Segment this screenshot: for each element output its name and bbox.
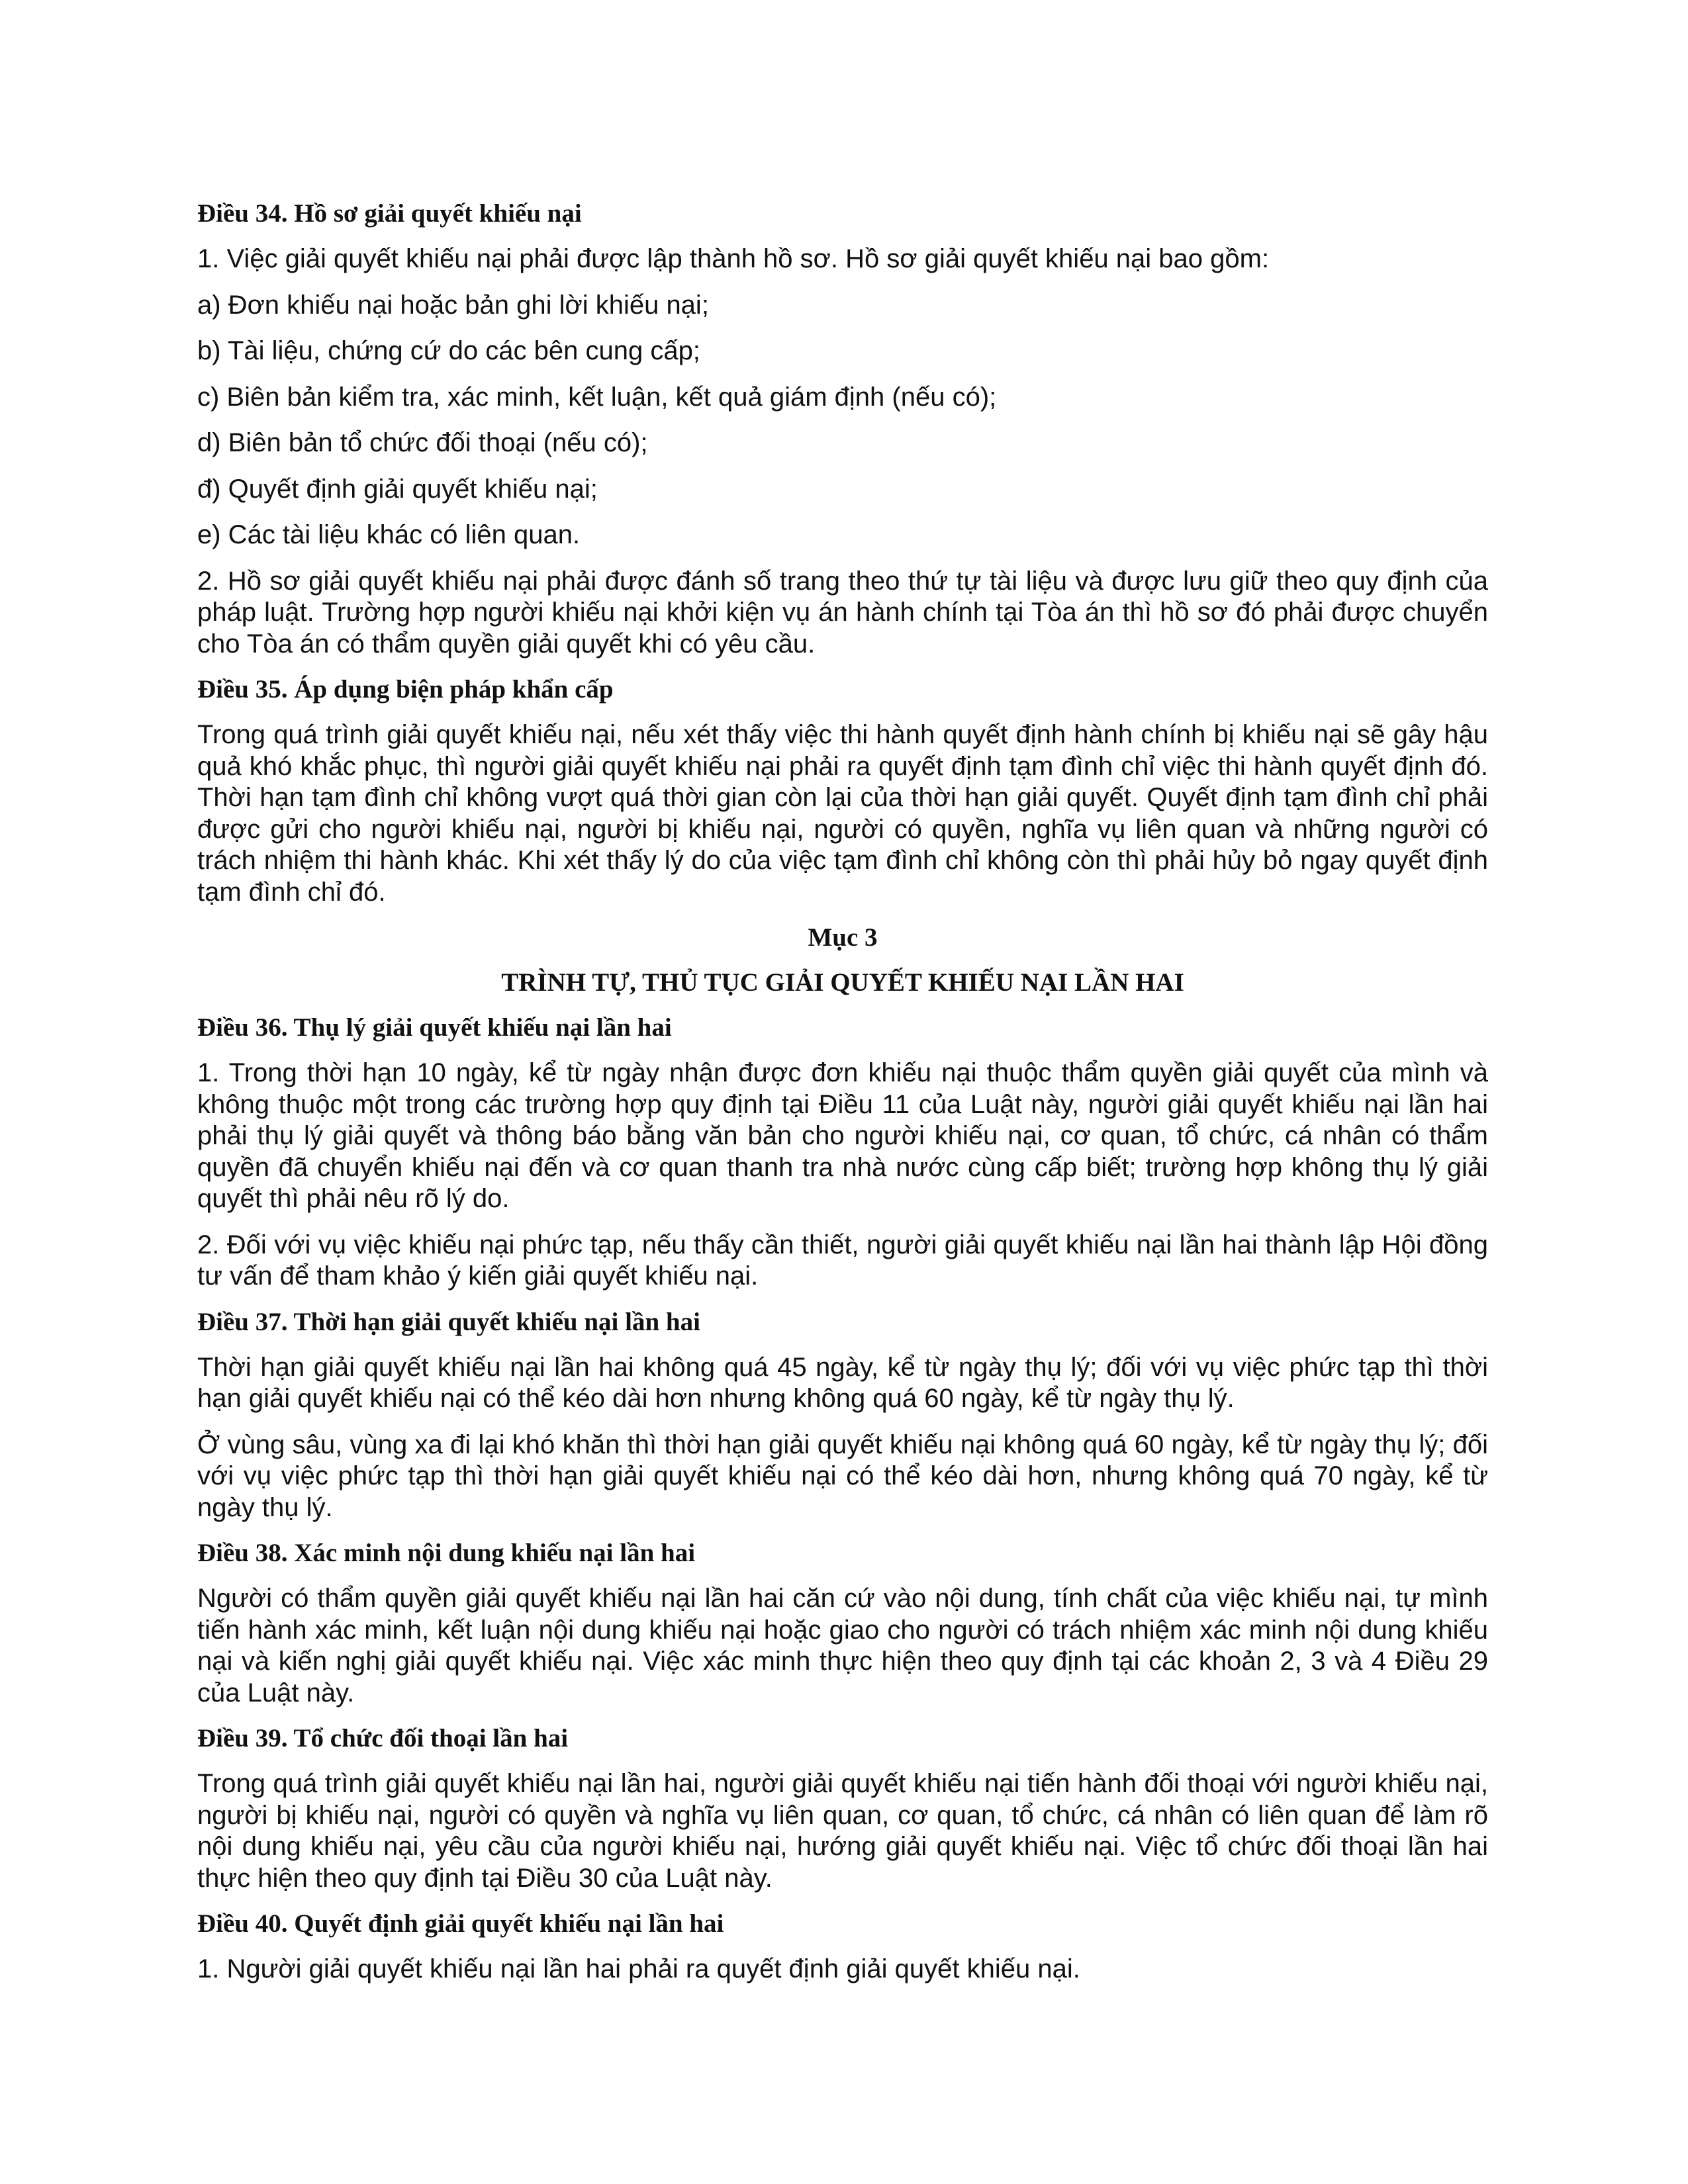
article-34-item-b: b) Tài liệu, chứng cứ do các bên cung cấp; <box>197 336 700 365</box>
article-34-item-e: e) Các tài liệu khác có liên quan. <box>197 520 581 549</box>
article-36-heading: Điều 36. Thụ lý giải quyết khiếu nại lần hai <box>197 1013 672 1042</box>
section-number: Mục 3 <box>808 923 878 952</box>
article-35-body: Trong quá trình giải quyết khiếu nại, nếu xét thấy việc thi hành quyết định hành chính bị khiếu nại sẽ gây hậu quả khó khắc phục, thì người giải quyết khiếu nại phải ra quyết định tạm đình chỉ việc thi hành quyết định đó. Thời hạn tạm đình chỉ không vượt quá thời gian còn lại của thời hạn giải quyết. Quyết định tạm đình chỉ phải được gửi cho người khiếu nại, người bị khiếu nại, người có quyền, nghĩa vụ liên quan và những người có trách nhiệm thi hành khác. Khi xét thấy lý do của việc tạm đình chỉ không còn thì phải hủy bỏ ngay quyết định tạm đình chỉ đó. <box>197 720 1488 907</box>
article-39-body: Trong quá trình giải quyết khiếu nại lần hai, người giải quyết khiếu nại tiến hành đối thoại với người khiếu nại, người bị khiếu nại, người có quyền và nghĩa vụ liên quan, cơ quan, tổ chức, cá nhân có liên quan để làm rõ nội dung khiếu nại, yêu cầu của người khiếu nại, hướng giải quyết khiếu nại. Việc tổ chức đối thoại lần hai thực hiện theo quy định tại Điều 30 của Luật này. <box>197 1769 1488 1893</box>
article-37-paragraph-2: Ở vùng sâu, vùng xa đi lại khó khăn thì thời hạn giải quyết khiếu nại không quá 60 ngày, kể từ ngày thụ lý; đối với vụ việc phức tạp thì thời hạn giải quyết khiếu nại có thể kéo dài hơn, nhưng không quá 70 ngày, kể từ ngày thụ lý. <box>197 1430 1488 1522</box>
article-38-body: Người có thẩm quyền giải quyết khiếu nại lần hai căn cứ vào nội dung, tính chất của việc khiếu nại, tự mình tiến hành xác minh, kết luận nội dung khiếu nại hoặc giao cho người có trách nhiệm xác minh nội dung khiếu nại và kiến nghị giải quyết khiếu nại. Việc xác minh thực hiện theo quy định tại các khoản 2, 3 và 4 Điều 29 của Luật này. <box>197 1584 1488 1707</box>
article-34-item-c: c) Biên bản kiểm tra, xác minh, kết luận, kết quả giám định (nếu có); <box>197 382 997 412</box>
article-37-heading: Điều 37. Thời hạn giải quyết khiếu nại lần hai <box>197 1307 700 1336</box>
article-34-item-dd: đ) Quyết định giải quyết khiếu nại; <box>197 474 598 504</box>
article-37-paragraph-1: Thời hạn giải quyết khiếu nại lần hai không quá 45 ngày, kể từ ngày thụ lý; đối với vụ việc phức tạp thì thời hạn giải quyết khiếu nại có thể kéo dài hơn nhưng không quá 60 ngày, kể từ ngày thụ lý. <box>197 1352 1488 1413</box>
article-34-clause-2: 2. Hồ sơ giải quyết khiếu nại phải được đánh số trang theo thứ tự tài liệu và được lưu giữ theo quy định của pháp luật. Trường hợp người khiếu nại khởi kiện vụ án hành chính tại Tòa án thì hồ sơ đó phải được chuyển cho Tòa án có thẩm quyền giải quyết khi có yêu cầu. <box>197 566 1488 659</box>
article-34-item-d: d) Biên bản tổ chức đối thoại (nếu có); <box>197 428 648 457</box>
article-40-clause-1: 1. Người giải quyết khiếu nại lần hai phải ra quyết định giải quyết khiếu nại. <box>197 1954 1080 1983</box>
article-40-heading: Điều 40. Quyết định giải quyết khiếu nại lần hai <box>197 1909 724 1938</box>
article-35-heading: Điều 35. Áp dụng biện pháp khẩn cấp <box>197 675 614 704</box>
document-page <box>197 199 1488 2000</box>
article-36-clause-2: 2. Đối với vụ việc khiếu nại phức tạp, nếu thấy cần thiết, người giải quyết khiếu nại lần hai thành lập Hội đồng tư vấn để tham khảo ý kiến giải quyết khiếu nại. <box>197 1230 1488 1291</box>
article-36-clause-1: 1. Trong thời hạn 10 ngày, kể từ ngày nhận được đơn khiếu nại thuộc thẩm quyền giải quyết của mình và không thuộc một trong các trường hợp quy định tại Điều 11 của Luật này, người giải quyết khiếu nại lần hai phải thụ lý giải quyết và thông báo bằng văn bản cho người khiếu nại, cơ quan, tổ chức, cá nhân có thẩm quyền đã chuyển khiếu nại đến và cơ quan thanh tra nhà nước cùng cấp biết; trường hợp không thụ lý giải quyết thì phải nêu rõ lý do. <box>197 1058 1488 1213</box>
article-38-heading: Điều 38. Xác minh nội dung khiếu nại lần hai <box>197 1539 696 1567</box>
article-34-clause-1: 1. Việc giải quyết khiếu nại phải được lập thành hồ sơ. Hồ sơ giải quyết khiếu nại bao gồm: <box>197 244 1270 273</box>
section-title: TRÌNH TỰ, THỦ TỤC GIẢI QUYẾT KHIẾU NẠI LẦN HAI <box>501 968 1184 997</box>
article-34-heading: Điều 34. Hồ sơ giải quyết khiếu nại <box>197 199 582 228</box>
article-34-item-a: a) Đơn khiếu nại hoặc bản ghi lời khiếu nại; <box>197 290 709 320</box>
article-39-heading: Điều 39. Tổ chức đối thoại lần hai <box>197 1724 569 1752</box>
